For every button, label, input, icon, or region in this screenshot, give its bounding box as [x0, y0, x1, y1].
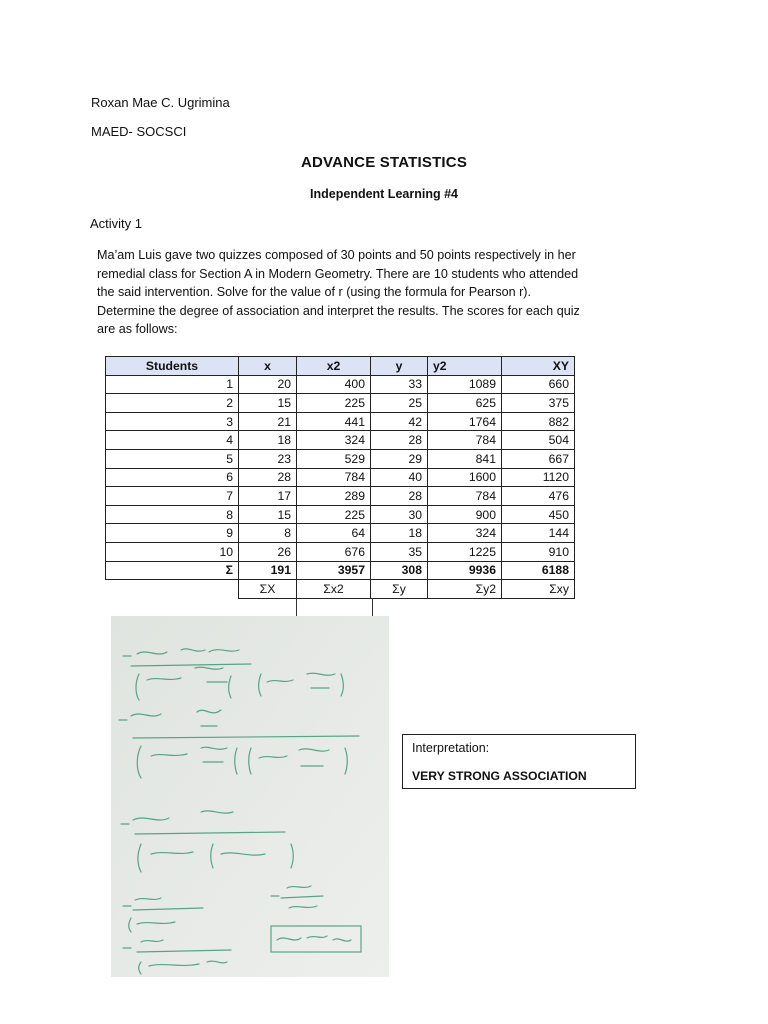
interpretation-value: VERY STRONG ASSOCIATION [412, 769, 587, 783]
table-cell: 42 [371, 412, 428, 431]
table-cell: 784 [428, 431, 502, 450]
table-cell: 450 [502, 505, 575, 524]
table-cell: 289 [297, 487, 371, 506]
table-cell: 625 [428, 394, 502, 413]
table-cell: 29 [371, 449, 428, 468]
col-header-y: y [371, 357, 428, 376]
table-cell: 1764 [428, 412, 502, 431]
table-body [106, 375, 575, 598]
table-cell: 529 [297, 449, 371, 468]
table-cell: 21 [239, 412, 297, 431]
student-number-cell: 6 [106, 468, 239, 487]
interpretation-box [402, 734, 636, 789]
problem-line: Determine the degree of association and interpret the results. The scores for each quiz [97, 303, 580, 318]
col-header-x: x [239, 357, 297, 376]
problem-statement [97, 246, 587, 339]
table-cell: 26 [239, 542, 297, 561]
table-cell: 910 [502, 542, 575, 561]
table-row [106, 449, 575, 468]
table-header-row [106, 357, 575, 376]
table-cell: 17 [239, 487, 297, 506]
table-cell: 900 [428, 505, 502, 524]
table-cell: 676 [297, 542, 371, 561]
document-subtitle: Independent Learning #4 [310, 187, 458, 201]
table-cell: 18 [239, 431, 297, 450]
handwriting-scribble-icon [111, 616, 389, 977]
table-row [106, 542, 575, 561]
table-cell: 23 [239, 449, 297, 468]
blank-cell [106, 580, 239, 599]
table-cell: 35 [371, 542, 428, 561]
problem-line: remedial class for Section A in Modern Geometry. There are 10 students who attended [97, 266, 579, 281]
student-number-cell: 9 [106, 524, 239, 543]
table-row [106, 505, 575, 524]
table-cell: 28 [371, 431, 428, 450]
table-cell: 30 [371, 505, 428, 524]
table-row [106, 524, 575, 543]
table-cell: 1089 [428, 375, 502, 394]
table-cell: 375 [502, 394, 575, 413]
sum-cell: 9936 [428, 561, 502, 580]
table-cell: 667 [502, 449, 575, 468]
table-cell: 882 [502, 412, 575, 431]
document-title: ADVANCE STATISTICS [300, 154, 468, 171]
table-cell: 144 [502, 524, 575, 543]
table-connector-line [296, 598, 297, 616]
table-cell: 20 [239, 375, 297, 394]
activity-label: Activity 1 [90, 216, 143, 231]
student-number-cell: 7 [106, 487, 239, 506]
student-number-cell: 3 [106, 412, 239, 431]
table-row [106, 412, 575, 431]
table-sum-row [106, 561, 575, 580]
problem-line: Ma’am Luis gave two quizzes composed of 30 points and 50 points respectively in her [97, 248, 576, 262]
table-cell: 8 [239, 524, 297, 543]
author-program: MAED- SOCSCI [91, 124, 187, 139]
table-cell: 33 [371, 375, 428, 394]
table-row [106, 468, 575, 487]
table-cell: 18 [371, 524, 428, 543]
table-cell: 64 [297, 524, 371, 543]
sum-cell: 6188 [502, 561, 575, 580]
student-number-cell: 1 [106, 375, 239, 394]
author-name: Roxan Mae C. Ugrimina [91, 95, 230, 110]
table-row [106, 394, 575, 413]
table-cell: 225 [297, 394, 371, 413]
table-cell: 28 [371, 487, 428, 506]
table-row [106, 375, 575, 394]
table-cell: 1600 [428, 468, 502, 487]
student-number-cell: 10 [106, 542, 239, 561]
student-number-cell: 8 [106, 505, 239, 524]
handwritten-solution-photo [111, 616, 389, 977]
table-cell: 441 [297, 412, 371, 431]
student-number-cell: 5 [106, 449, 239, 468]
col-header-x2: x2 [297, 357, 371, 376]
table-cell: 28 [239, 468, 297, 487]
table-cell: 324 [297, 431, 371, 450]
summation-symbol-cell: Σy [371, 580, 428, 599]
table-cell: 1225 [428, 542, 502, 561]
problem-line: the said intervention. Solve for the value of r (using the formula for Pearson r). [97, 285, 532, 300]
summation-symbol-cell: Σy2 [428, 580, 502, 599]
col-header-y2: y2 [428, 357, 502, 376]
problem-line: are as follows: [97, 322, 178, 337]
table-cell: 504 [502, 431, 575, 450]
table-cell: 476 [502, 487, 575, 506]
table-cell: 25 [371, 394, 428, 413]
table-cell: 15 [239, 394, 297, 413]
col-header-students: Students [106, 357, 239, 376]
table-row [106, 431, 575, 450]
table-cell: 841 [428, 449, 502, 468]
table-cell: 660 [502, 375, 575, 394]
sum-cell: 308 [371, 561, 428, 580]
sum-cell: 3957 [297, 561, 371, 580]
table-cell: 225 [297, 505, 371, 524]
summation-symbol-cell: ΣX [239, 580, 297, 599]
sum-cell: 191 [239, 561, 297, 580]
sum-symbol-cell: Σ [106, 561, 239, 580]
table-cell: 324 [428, 524, 502, 543]
table-cell: 784 [297, 468, 371, 487]
col-header-xy: XY [502, 357, 575, 376]
table-cell: 15 [239, 505, 297, 524]
summation-symbol-cell: Σx2 [297, 580, 371, 599]
student-number-cell: 2 [106, 394, 239, 413]
scores-table [105, 356, 575, 599]
interpretation-label: Interpretation: [412, 741, 490, 755]
student-number-cell: 4 [106, 431, 239, 450]
table-cell: 40 [371, 468, 428, 487]
summation-symbol-cell: Σxy [502, 580, 575, 599]
table-cell: 1120 [502, 468, 575, 487]
table-cell: 400 [297, 375, 371, 394]
table-row [106, 487, 575, 506]
table-cell: 784 [428, 487, 502, 506]
table-symbol-row [106, 580, 575, 599]
